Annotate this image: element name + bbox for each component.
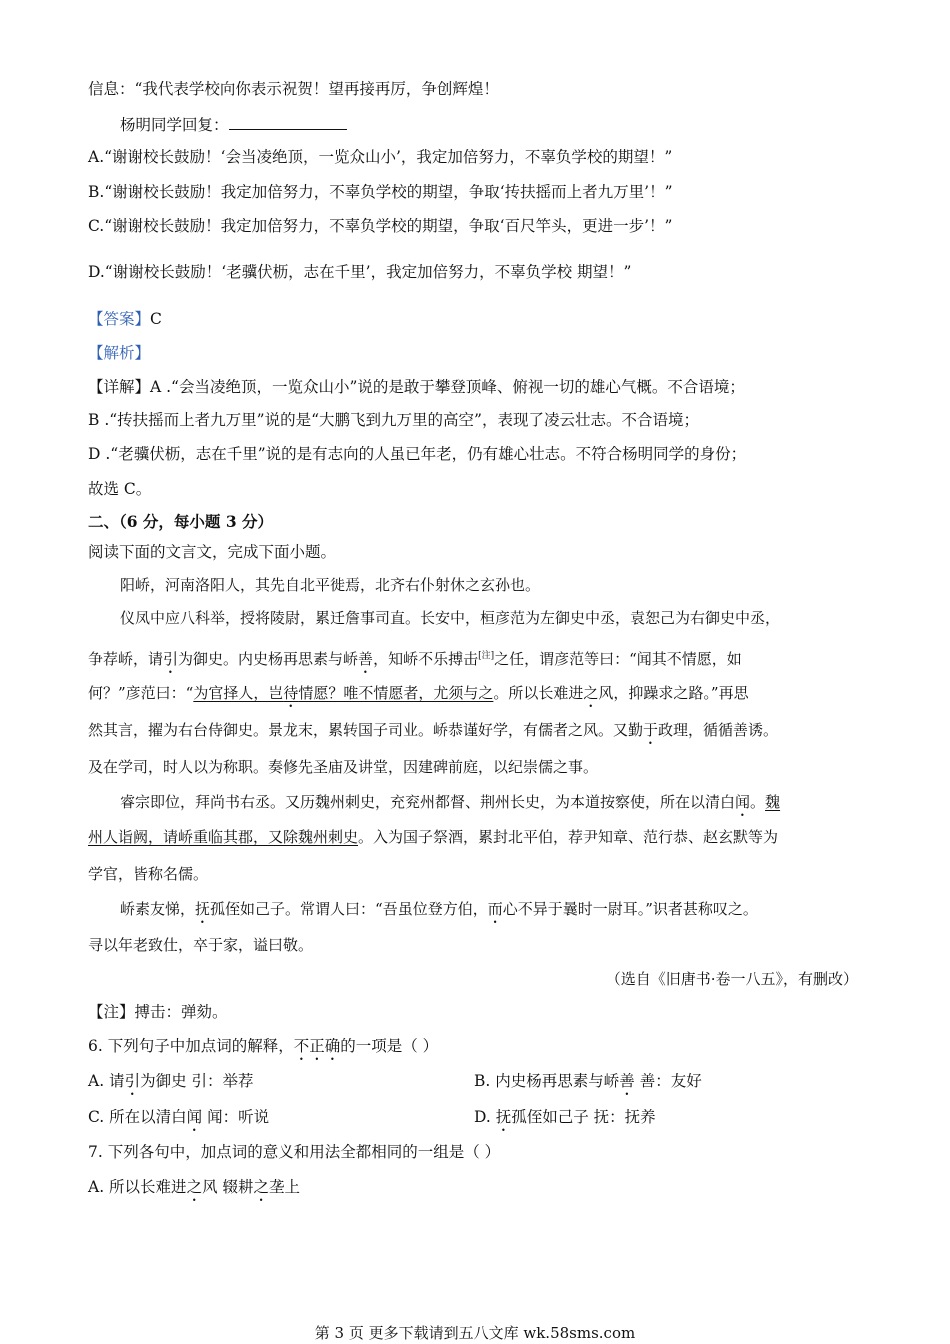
text-run: 。所以长难进 [493, 684, 584, 702]
dotted-word: 善 [619, 1072, 635, 1090]
text-run: 心不异于曩时一尉耳。”识者甚称叹之。 [502, 900, 758, 918]
q6-option-d [474, 1106, 656, 1135]
passage-p2-line1: 仪凤中应八科举，授将陵尉，累迁詹事司直。长安中，桓彦范为左御史中丞，袁恕己为右御史中丞， [120, 609, 781, 627]
text-run: 孤侄如己子。常谓人曰：“吾虽位登方伯， [210, 900, 488, 918]
answer-tag: 【答案】 [88, 310, 151, 328]
text-run: 垄上 [269, 1178, 301, 1196]
reply-line [120, 114, 347, 136]
analysis-tag: 【解析】 [88, 344, 151, 362]
dotted-word: 而 [487, 900, 503, 918]
text-run: 为御史 引：举荐 [140, 1072, 254, 1090]
dotted-word: 闻 [735, 793, 751, 811]
text-run: 善：友好 [634, 1072, 702, 1090]
underlined-text: 州人诣阙，请峤重临其郡，又除魏州刺史 [88, 828, 359, 846]
q5-option-a: A.“谢谢校长鼓励！‘会当凌绝顶，一览众山小’，我定加倍努力，不辜负学校的期望！” [88, 148, 673, 166]
dotted-word: 抚 [195, 900, 211, 918]
underlined-text: 魏 [765, 793, 781, 811]
passage-p4-line1 [120, 898, 758, 927]
passage-p1: 阳峤，河南洛阳人，其先自北平徙焉，北齐右仆射休之玄孙也。 [120, 576, 541, 594]
q6-option-b [474, 1070, 702, 1099]
dotted-word: 善 [358, 650, 374, 668]
section-heading: 二、（6 分，每小题 3 分） [88, 512, 274, 531]
reply-label: 杨明同学回复： [120, 116, 229, 134]
answer-line [88, 308, 162, 330]
answer-value: C [150, 310, 162, 328]
text-run: 峤素友悌， [120, 900, 196, 918]
section-instruction: 阅读下面的文言文，完成下面小题。 [88, 543, 337, 561]
text-run: 的一项是（ ） [340, 1037, 439, 1055]
text-run: 风 辍耕 [202, 1178, 254, 1196]
text-run: 风，抑躁求之路。”再思 [598, 684, 749, 702]
text-run: 孤侄如己子 抚：抚养 [511, 1108, 656, 1126]
info-line: 信息：“我代表学校向你表示祝贺！望再接再厉，争创辉煌！ [88, 80, 499, 98]
text-run: C. 所在以清白 [88, 1108, 187, 1126]
text-run: 为御史。内史杨再思素与峤 [178, 650, 359, 668]
dotted-word: 之 [253, 1178, 270, 1196]
q6-stem [88, 1035, 438, 1064]
conclusion: 故选 C。 [88, 480, 152, 498]
detail-a: 【详解】A .“会当凌绝顶，一览众山小”说的是敢于攀登顶峰、俯视一切的雄心气概。不合语境； [88, 378, 745, 396]
dotted-word: 抚 [495, 1108, 512, 1126]
page-footer: 第 3 页 更多下载请到五八文库 wk.58sms.com [314, 1324, 636, 1342]
dotted-word: 之 [186, 1178, 203, 1196]
text-run: 争荐峤，请 [88, 650, 164, 668]
q7-stem: 7. 下列各句中，加点词的意义和用法全都相同的一组是（ ） [88, 1143, 501, 1161]
text-run: 。 [750, 793, 766, 811]
q5-option-d: D.“谢谢校长鼓励！‘老骥伏枥，志在千里’，我定加倍努力，不辜负学校 期望！” [88, 263, 632, 281]
dotted-word: 引 [163, 650, 179, 668]
dotted-word: 不正确 [293, 1037, 341, 1055]
text-run: 何？”彦范曰：“ [88, 684, 194, 702]
q6-option-c [88, 1106, 269, 1135]
reply-blank [229, 115, 347, 130]
dotted-word: 于 [643, 721, 659, 739]
text-run: ，知峤不乐搏击 [373, 650, 479, 668]
text-run: D. [474, 1108, 496, 1126]
text-run: 睿宗即位，拜尚书右丞。又历魏州刺史，充兖州都督、荆州长史，为本道按察使，所在以清白 [120, 793, 736, 811]
passage-p2-line3 [88, 682, 749, 711]
q5-option-c: C.“谢谢校长鼓励！我定加倍努力，不辜负学校的期望，争取‘百尺竿头，更进一步’！” [88, 217, 673, 235]
passage-p2-line5: 及在学司，时人以为称职。奏修先圣庙及讲堂，因建碑前庭，以纪崇儒之事。 [88, 758, 599, 776]
underlined-text: 为官择人，岂 [193, 684, 284, 702]
detail-b: B .“抟扶摇而上者九万里”说的是“大鹏飞到九万里的高空”，表现了凌云壮志。不合语境； [88, 411, 699, 429]
passage-p2-line4 [88, 719, 778, 748]
text-run: 然其言，擢为右台侍御史。景龙末，累转国子司业。峤恭谨好学，有儒者之风。又勤 [88, 721, 644, 739]
dotted-word: 引 [124, 1072, 141, 1090]
passage-p3-line1 [120, 791, 780, 820]
dotted-word: 闻 [186, 1108, 203, 1126]
footnote-mark: [注] [478, 651, 495, 661]
dotted-word: 待 [283, 684, 299, 702]
text-run: A. 所以长难进 [88, 1178, 187, 1196]
underlined-text: 情愿？唯不情愿者，尤须与之 [298, 684, 494, 702]
text-run: B. 内史杨再思素与峤 [474, 1072, 620, 1090]
passage-p4-line2: 寻以年老致仕，卒于家，谥曰敬。 [88, 936, 314, 954]
dotted-word: 之 [583, 684, 599, 702]
text-run: 之任，谓彦范等曰：“闻其不情愿，如 [494, 650, 742, 668]
passage-source: （选自《旧唐书·卷一八五》，有删改） [605, 970, 858, 988]
footnote: 【注】搏击：弹劾。 [88, 1003, 228, 1021]
text-run: 政理，循循善诱。 [658, 721, 779, 739]
q7-option-a [88, 1176, 300, 1205]
text-run: A. 请 [88, 1072, 125, 1090]
text-run: 。入为国子祭酒，累封北平伯，荐尹知章、范行恭、赵玄默等为 [358, 828, 779, 846]
text-run: 闻：听说 [202, 1108, 270, 1126]
passage-p3-line2 [88, 826, 778, 848]
q6-option-a [88, 1070, 254, 1099]
q5-option-b: B.“谢谢校长鼓励！我定加倍努力，不辜负学校的期望，争取‘抟扶摇而上者九万里’！” [88, 183, 673, 201]
text-run: 6. 下列句子中加点词的解释， [88, 1037, 294, 1055]
passage-p2-line2 [88, 645, 742, 677]
passage-p3-line3: 学官，皆称名儒。 [88, 865, 209, 883]
detail-d: D .“老骥伏枥，志在千里”说的是有志向的人虽已年老，仍有雄心壮志。不符合杨明同学的身份； [88, 445, 747, 463]
